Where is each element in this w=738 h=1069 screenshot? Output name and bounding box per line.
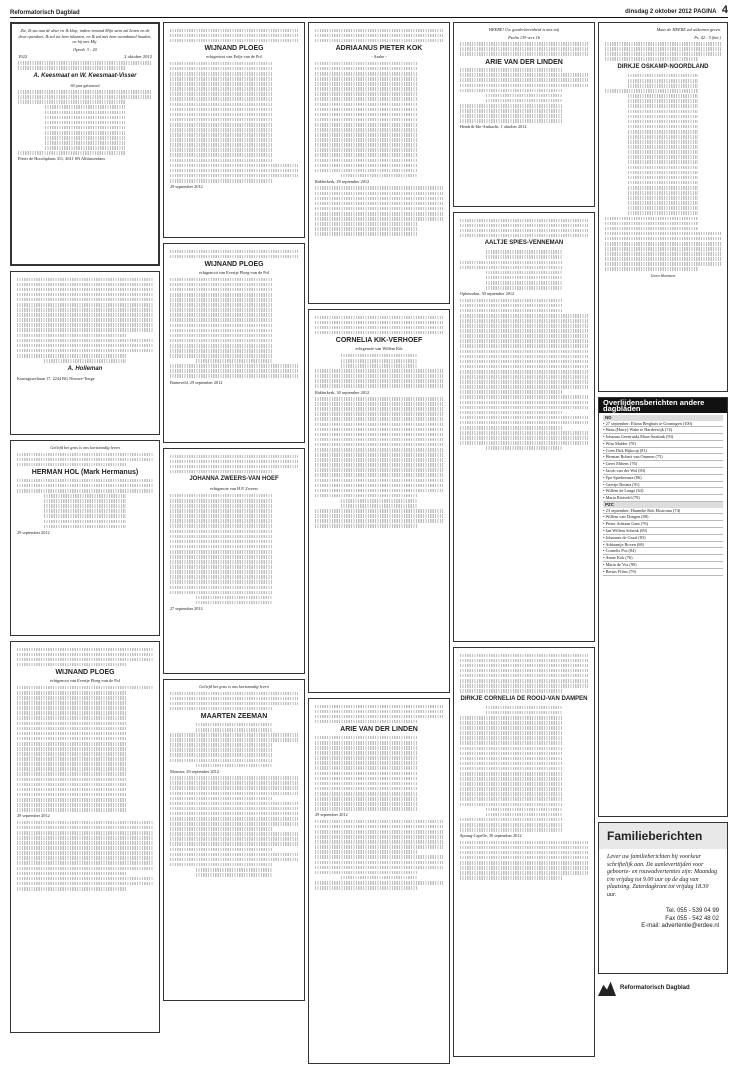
column-1 xyxy=(10,22,160,1038)
ad-name: ARIE VAN DER LINDEN xyxy=(340,726,418,734)
ad-footer: Hendrik-Ido-Ambacht, 1 oktober 2012 xyxy=(460,124,527,130)
familie-fax: Fax 055 - 542 48 02 xyxy=(665,915,719,922)
ad-footer: Monster, 29 september 2012 xyxy=(170,768,219,774)
ad-verse: Geliefd het gras is ons kortstondig leven xyxy=(199,684,269,689)
ad-verse: Zie, Ik sta aan de deur en Ik klop; indien iemand Mijn stem zal horen en de deur opendoet, Ik zal tot hem inkomen, en Ik zal met hem avondmaal houden, en hij met Mij. xyxy=(18,28,152,44)
ad-date: 29 september 2012 xyxy=(17,529,50,535)
page-number: 4 xyxy=(721,4,728,16)
ad-verse: HEERE! Uw goedertierenheid is met mij xyxy=(488,27,560,32)
ad-name: WIJNAND PLOEG xyxy=(204,261,264,269)
column-2 xyxy=(163,22,305,1006)
overlijdens-item: • Jan Willem Schenk (69) xyxy=(603,528,723,535)
ad-footer: 27 september 2012 xyxy=(170,605,203,611)
ad-subtitle: echtgenoot van Eefje van de Pol xyxy=(206,54,262,60)
familie-body: Lever uw familieberichten bij voorkeur schriftelijk aan. De aanleverttijden voor geboorte- en rouwadvertenties zijn: Maandag t/m vrijdag tot 9.00 uur op de dag van plaatsing. Zaterdagkrant tot vrijdag 18.30 uur. xyxy=(607,854,718,898)
ad-subtitle: echtgenote van Willem Kik xyxy=(355,346,403,352)
overlijdens-item: • Maria Rietveld (79) xyxy=(603,495,723,502)
obituary-ad-dirkje-de-rooij xyxy=(453,647,595,1057)
overlijdens-item: • Willem de Lange (64) xyxy=(603,488,723,495)
overlijdens-item: • Johannes de Graaf (83) xyxy=(603,535,723,542)
brand-logo xyxy=(598,980,728,996)
ad-verse-ref: Openb. 3 : 20 xyxy=(73,46,97,52)
obituary-ad-holleman xyxy=(10,271,160,435)
ad-footer: Barneveld, 29 september 2012 xyxy=(170,379,223,385)
overlijdens-item: • Cornelis Pos (84) xyxy=(603,548,723,555)
obituary-ad-keesmaat xyxy=(10,22,160,266)
ad-subtitle: echtgenoot van Evertje Ploeg-van de Pol xyxy=(198,270,270,276)
obituary-ad-adriaanus-kok xyxy=(308,22,450,304)
page-header xyxy=(10,4,728,16)
overlijdens-section-label: ND xyxy=(603,415,723,421)
ad-footer: Ridderkerk, 29 september 2012 xyxy=(315,178,370,184)
overlijdens-title: Overlijdensberichten andere dagbladen xyxy=(599,398,727,413)
ad-date: 29 september 2012 xyxy=(170,184,203,190)
overlijdens-item: • Willem van Dongen (88) xyxy=(603,514,723,521)
obituary-ad-johanna-zweers xyxy=(163,448,305,674)
ad-subtitle: 60 jaar getrouwd xyxy=(70,82,100,88)
ad-name: ADRIAANUS PIETER KOK xyxy=(335,45,423,53)
overlijdens-item: • Jacob van der Wal (83) xyxy=(603,468,723,475)
ad-name: A. Holleman xyxy=(67,365,103,372)
obituary-ad-arie-van-der-linden-2 xyxy=(453,22,595,207)
overlijdens-section-label: PZC xyxy=(603,502,723,508)
overlijdens-item: • Wim Mulder (78) xyxy=(603,441,723,448)
ad-verse: Geliefd het gras is ons kortstondig leven xyxy=(50,445,120,450)
ad-footer: Geen bloemen xyxy=(650,272,676,278)
familie-email[interactable]: E-mail: advertentie@erdee.nl xyxy=(641,923,719,929)
ad-name: HERMAN HOL (Mark Hermanus) xyxy=(31,469,139,477)
obituary-ad-dirkje-oskamp xyxy=(598,22,728,392)
overlijdensberichten-box xyxy=(598,397,728,817)
overlijdens-item: • Annie Kok (76) xyxy=(603,555,723,562)
overlijdens-item: • Adriaantje Boven (68) xyxy=(603,542,723,549)
ad-footer: Sprang-Capelle, 30 september 2012 xyxy=(460,833,522,839)
obituary-ad-wijnand-ploeg-3 xyxy=(163,243,305,443)
column-5 xyxy=(598,22,728,996)
column-3 xyxy=(308,22,450,1069)
overlijdens-item: • Herman Robert van Ommen (75) xyxy=(603,454,723,461)
ad-verse-ref: Psalm 139 vers 1b xyxy=(508,34,540,40)
overlijdens-item: • Johanna Geertruida Maas-Saattink (93) xyxy=(603,434,723,441)
ad-footer: Pieter de Hoochplaats 311, 2611 SN Alblasserdam xyxy=(18,156,105,162)
ad-date-row: 1922 2 oktober 2012 xyxy=(18,54,152,59)
column-4 xyxy=(453,22,595,1062)
ad-name: AALTJE SPIES-VENNEMAN xyxy=(484,240,564,247)
page-date: dinsdag 2 oktober 2012 PAGINA 4 xyxy=(625,4,728,16)
ad-name: MAARTEN ZEEMAN xyxy=(200,713,268,721)
paper-name: Reformatorisch Dagblad xyxy=(10,10,80,16)
overlijdens-item: • Bertus Filius (79) xyxy=(603,569,723,576)
overlijdens-item: • Pieter Adriaan Gant (76) xyxy=(603,521,723,528)
ad-footer: Ridderkerk, 30 september 2012 xyxy=(315,389,370,395)
ad-name: CORNELIA KIK-VERHOEF xyxy=(335,337,423,345)
brand-logo-text: Reformatorisch Dagblad xyxy=(620,985,690,991)
overlijdens-item: • 23 september: Hanneke Rob Ekstroma (74) xyxy=(603,508,723,515)
overlijdens-list xyxy=(599,413,727,578)
obituary-ad-arie-van-der-linden-1 xyxy=(308,698,450,1064)
familie-tel: Tel. 055 - 539 04 99 xyxy=(665,908,719,914)
overlijdens-item: • Ype Spiekersma (86) xyxy=(603,475,723,482)
overlijdens-item: • Geert Ebbens (76) xyxy=(603,461,723,468)
brand-logo-icon xyxy=(598,980,616,996)
overlijdens-item: • Geertje Bosma (91) xyxy=(603,482,723,489)
ad-footer: 29 september 2012 xyxy=(315,812,348,818)
obituary-ad-maarten-zeeman xyxy=(163,679,305,1001)
ad-footer: Koningsweliaan 17, 2244 BG Nieuwe-Tonge xyxy=(17,375,95,381)
ad-name: DIRKJE CORNELIA DE ROOIJ-VAN DAMPEN xyxy=(460,695,588,702)
ad-name: JOHANNA ZWEERS-VAN HOEF xyxy=(189,476,279,483)
overlijdens-item: • Hans (Harry) Wake te Harderwijk (74) xyxy=(603,427,723,434)
ad-name: WIJNAND PLOEG xyxy=(55,669,115,677)
obituary-ad-aaltje-spies xyxy=(453,212,595,642)
overlijdens-item: • Coen Dirk Hijkoop (81) xyxy=(603,448,723,455)
ad-subtitle: echtgenote van H.P. Zweers xyxy=(210,486,258,492)
header-rule xyxy=(10,17,728,18)
ad-nickname: - Andre - xyxy=(371,54,387,60)
ad-footer: Opheusden, 30 september 2012 xyxy=(460,291,515,297)
ad-name: WIJNAND PLOEG xyxy=(204,45,264,53)
ad-name: DIRKJE OSKAMP-NOORDLAND xyxy=(617,63,709,70)
overlijdens-item: • Maria de Vos (90) xyxy=(603,562,723,569)
obituary-ad-cornelia-kik xyxy=(308,309,450,693)
ad-subtitle: echtgenoot van Evertje Ploeg-van de Pol xyxy=(49,678,121,684)
ad-name: ARIE VAN DER LINDEN xyxy=(485,58,563,66)
obituary-ad-herman-hol xyxy=(10,440,160,636)
familie-title: Familieberichten xyxy=(599,823,727,849)
obituary-ad-wijnand-ploeg-2 xyxy=(163,22,305,238)
ad-date: 29 september 2012 xyxy=(17,813,50,819)
ad-verse: Maar de HEERE zal uitkomen geven. xyxy=(656,27,721,32)
obituary-ad-wijnand-ploeg-1 xyxy=(10,641,160,1033)
overlijdens-item: • 27 september: Elsina Berghuis te Groningen (100) xyxy=(603,421,723,428)
familie-contact xyxy=(599,904,727,937)
ad-verse-ref: Ps. 42 : 5 (ber.) xyxy=(694,34,721,40)
ad-names: A. Keesmaat en W. Keesmaat-Visser xyxy=(33,72,137,79)
familieberichten-box xyxy=(598,822,728,974)
